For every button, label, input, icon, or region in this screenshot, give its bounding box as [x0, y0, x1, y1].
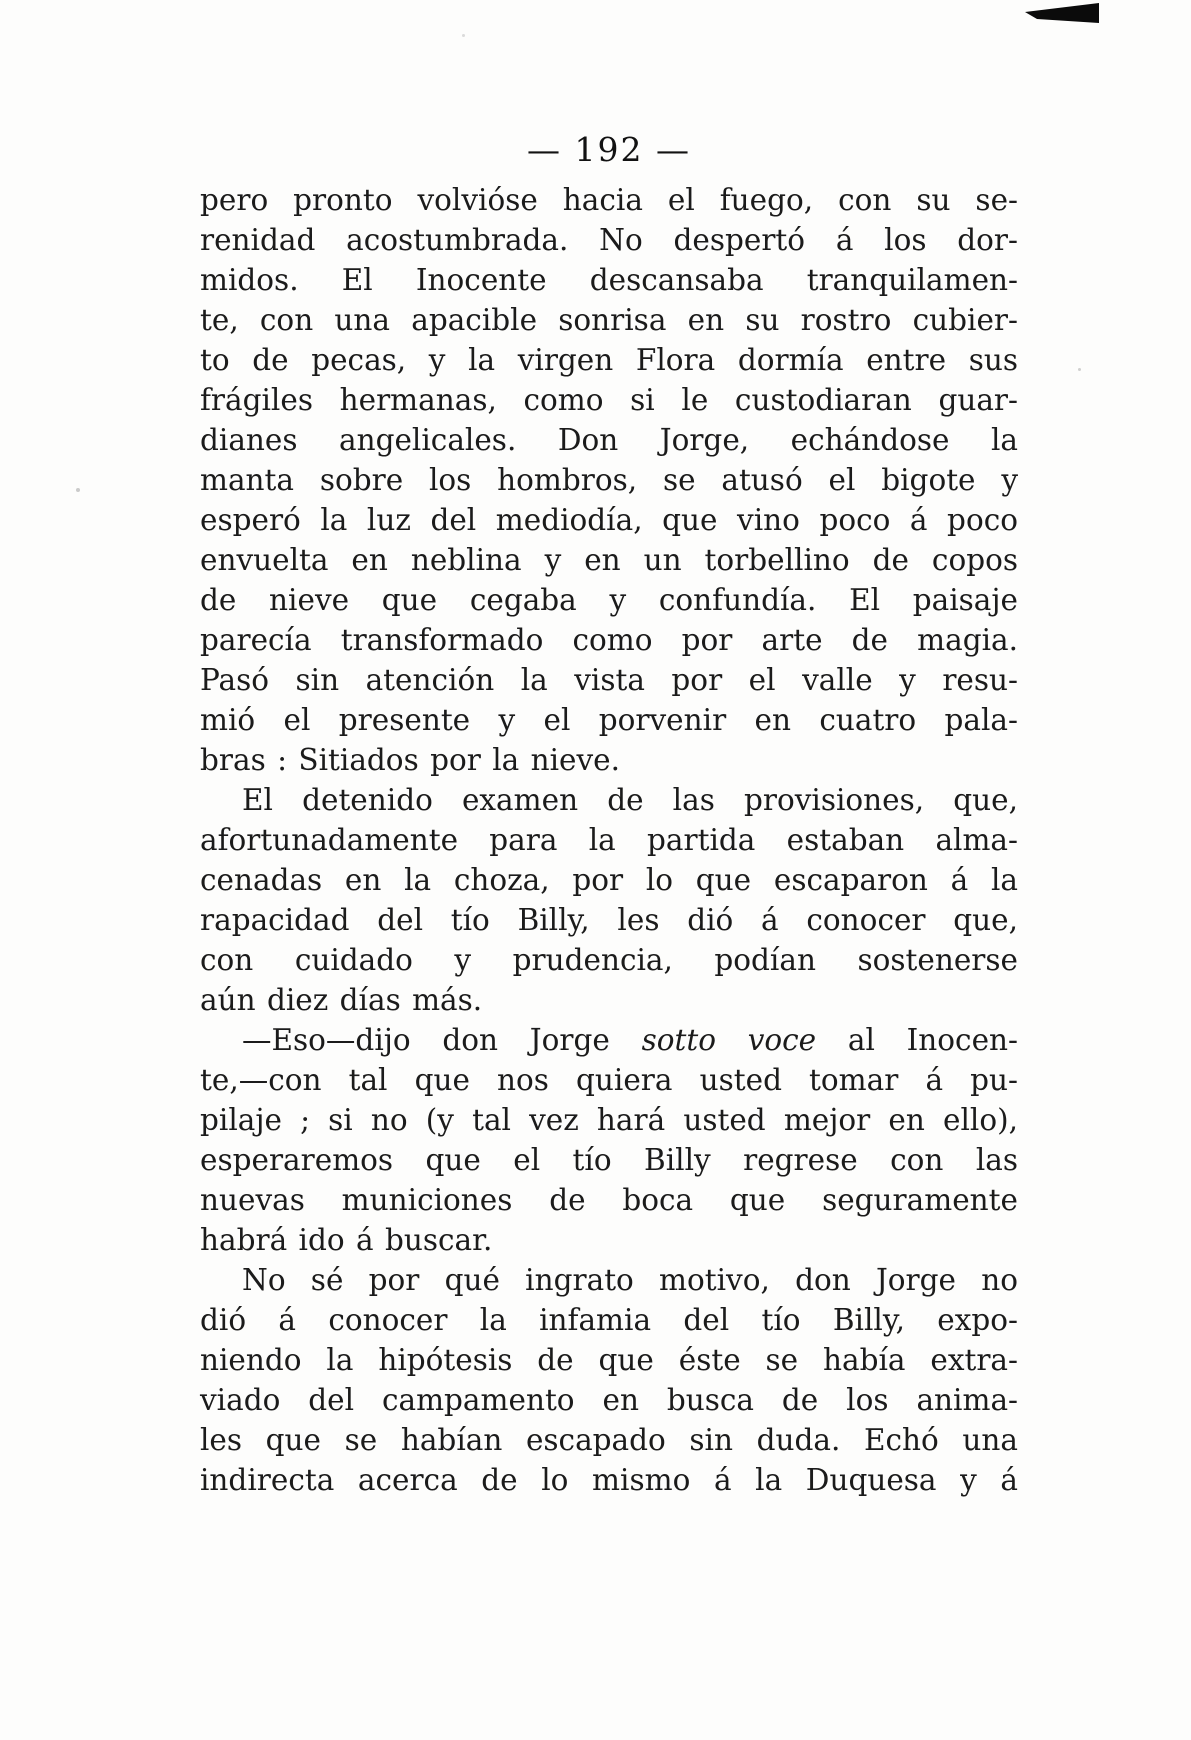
text-line: Pasó sin atención la vista por el valle y resu- [200, 663, 1018, 697]
page-text [200, 180, 1018, 1500]
text-line: con cuidado y prudencia, podían sostenerse [200, 943, 1018, 977]
text-line: habrá ido á buscar. [200, 1223, 493, 1257]
text-line: dió á conocer la infamia del tío Billy, expo- [200, 1303, 1018, 1337]
text-segment: al Inocen- [816, 1023, 1019, 1057]
text-line: afortunadamente para la partida estaban alma- [200, 823, 1018, 857]
text-line: No sé por qué ingrato motivo, don Jorge no [242, 1263, 1018, 1297]
scan-speck [76, 488, 80, 492]
text-line: to de pecas, y la virgen Flora dormía entre sus [200, 343, 1018, 377]
text-segment: —Eso—dijo don Jorge [242, 1023, 642, 1057]
text-line: midos. El Inocente descansaba tranquilamen- [200, 263, 1018, 297]
text-line: indirecta acerca de lo mismo á la Duquesa y á [200, 1463, 1018, 1497]
paragraph [200, 180, 1018, 780]
paragraph [200, 1020, 1018, 1260]
text-line: esperaremos que el tío Billy regrese con las [200, 1143, 1018, 1177]
corner-mark-shape [1025, 3, 1099, 33]
paragraph [200, 1260, 1018, 1500]
scan-speck [462, 34, 465, 37]
text-line: cenadas en la choza, por lo que escaparon á la [200, 863, 1018, 897]
text-line: pero pronto volvióse hacia el fuego, con su se- [200, 183, 1018, 217]
text-line: viado del campamento en busca de los anima- [200, 1383, 1018, 1417]
text-line: rapacidad del tío Billy, les dió á conocer que, [200, 903, 1018, 937]
paragraph [200, 780, 1018, 1020]
text-line: frágiles hermanas, como si le custodiaran guar- [200, 383, 1018, 417]
text-line: parecía transformado como por arte de magia. [200, 623, 1018, 657]
text-line: manta sobre los hombros, se atusó el bigote y [200, 463, 1018, 497]
text-line: mió el presente y el porvenir en cuatro pala- [200, 703, 1018, 737]
text-line: niendo la hipótesis de que éste se había extra- [200, 1343, 1018, 1377]
text-line: esperó la luz del mediodía, que vino poco á poco [200, 503, 1018, 537]
scan-artifact [1025, 3, 1099, 33]
text-line: bras : Sitiados por la nieve. [200, 743, 621, 777]
text-line: te,—con tal que nos quiera usted tomar á pu- [200, 1063, 1018, 1097]
text-line: pilaje ; si no (y tal vez hará usted mejor en ello), [200, 1103, 1018, 1137]
text-line: te, con una apacible sonrisa en su rostro cubier- [200, 303, 1018, 337]
text-line: de nieve que cegaba y confundía. El paisaje [200, 583, 1018, 617]
italic-phrase: sotto voce [641, 1023, 817, 1057]
text-line: envuelta en neblina y en un torbellino de copos [200, 543, 1018, 577]
text-line: aún diez días más. [200, 983, 483, 1017]
text-line: nuevas municiones de boca que seguramente [200, 1183, 1018, 1217]
page-number: — 192 — [527, 130, 691, 169]
scan-speck [1078, 368, 1081, 371]
text-line: renidad acostumbrada. No despertó á los dor- [200, 223, 1018, 257]
text-line: dianes angelicales. Don Jorge, echándose la [200, 423, 1018, 457]
text-line [200, 1020, 1018, 1060]
text-line: les que se habían escapado sin duda. Echó una [200, 1423, 1018, 1457]
text-line: El detenido examen de las provisiones, que, [242, 783, 1018, 817]
